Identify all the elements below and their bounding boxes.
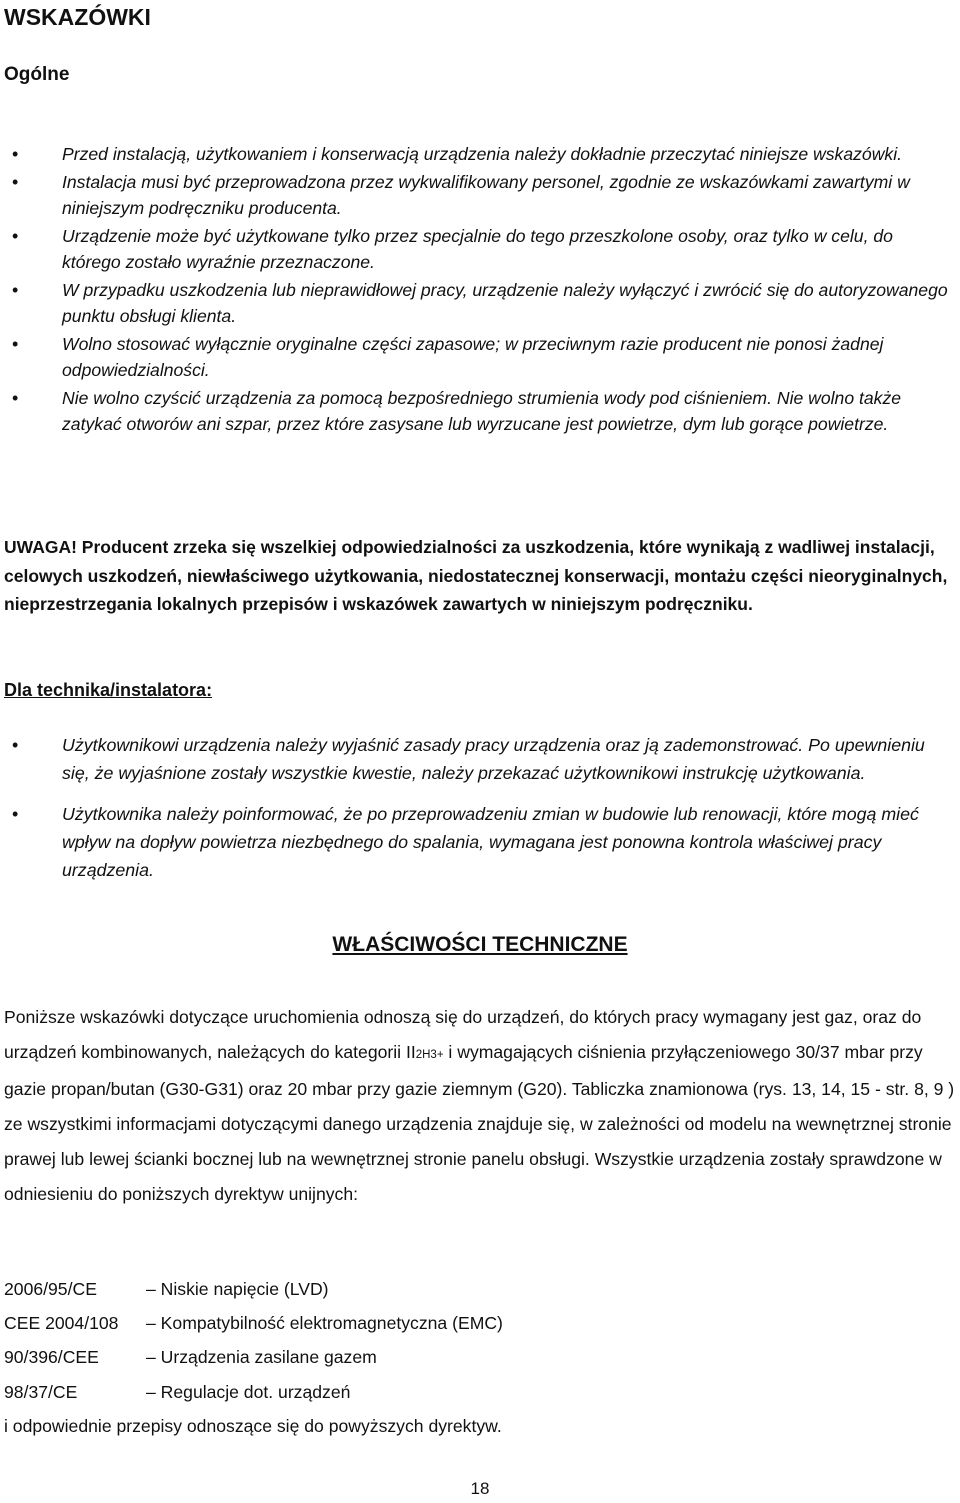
directive-row [4, 1272, 954, 1306]
paragraph-text-before: Poniższe wskazówki dotyczące uruchomienia odnoszą się do urządzeń, do których pracy wymagany jest gaz, oraz do urządzeń kombinowanych, należących do kategorii II [4, 1007, 922, 1062]
list-item-text: Urządzenie może być użytkowane tylko przez specjalnie do tego przeszkolone osoby, oraz tylko w celu, do którego zostało wyraźnie przeznaczone. [62, 225, 893, 272]
list-item [4, 731, 956, 787]
directive-desc: – Regulacje dot. urządzeń [146, 1381, 351, 1402]
technician-guidelines-list [4, 731, 956, 897]
list-item-text: Użytkownikowi urządzenia należy wyjaśnić zasady pracy urządzenia oraz ją zademonstrować. Po upewnieniu się, że wyjaśnione zostały wszystkie kwestie, należy przekazać użytkownikowi instrukcję użytkowania. [62, 735, 925, 783]
list-item [4, 331, 956, 384]
list-item-text: Instalacja musi być przeprowadzona przez wykwalifikowany personel, zgodnie ze wskazówkami zawartymi w niniejszym podręczniku producenta. [62, 171, 910, 218]
general-guidelines-list [4, 141, 956, 439]
directive-code: 98/37/CE [4, 1381, 78, 1402]
directive-row [4, 1306, 954, 1340]
directive-row [4, 1340, 954, 1374]
list-item [4, 800, 956, 884]
gas-category-subscript: 2H3+ [415, 1048, 444, 1061]
directive-desc: – Urządzenia zasilane gazem [146, 1347, 377, 1368]
directive-row [4, 1375, 954, 1409]
list-item [4, 223, 956, 276]
list-item-text: Wolno stosować wyłącznie oryginalne części zapasowe; w przeciwnym razie producent nie ponosi żadnej odpowiedzialności. [62, 333, 884, 380]
bullet-icon: • [12, 804, 19, 824]
list-item [4, 385, 956, 438]
directive-code: CEE 2004/108 [4, 1313, 119, 1334]
page-title: WSKAZÓWKI [4, 4, 151, 30]
page-number: 18 [470, 1479, 490, 1498]
bullet-icon: • [12, 171, 19, 192]
bullet-icon: • [12, 333, 19, 354]
list-item [4, 141, 956, 168]
section-title-technical: WŁAŚCIWOŚCI TECHNICZNE [332, 933, 628, 956]
bullet-icon: • [12, 387, 19, 408]
list-item-text: Nie wolno czyścić urządzenia za pomocą bezpośredniego strumienia wody pod ciśnieniem. Nie wolno także zatykać otworów ani szpar, przez które zasysane lub wyrzucane jest powietrze, dym lub gorące powietrze. [62, 387, 902, 434]
closing-line: i odpowiednie przepisy odnoszące się do powyższych dyrektyw. [4, 1416, 502, 1436]
bullet-icon: • [12, 735, 19, 755]
list-item [4, 169, 956, 222]
warning-paragraph: UWAGA! Producent zrzeka się wszelkiej odpowiedzialności za uszkodzenia, które wynikają z wadliwej instalacji, celowych uszkodzeń, niewłaściwego użytkowania, niedostatecznej konserwacji, montażu części nieoryginalnych, nieprzestrzegania lokalnych przepisów i wskazówek zawartych w niniejszym podręczniku. [4, 537, 948, 614]
directive-code: 90/396/CEE [4, 1347, 99, 1368]
paragraph-text-after: i wymagających ciśnienia przyłączeniowego 30/37 mbar przy gazie propan/butan (G30-G31) oraz 20 mbar przy gazie ziemnym (G20). Tabliczka znamionowa (rys. 13, 14, 15 - str. 8, 9 ) ze wszystkimi informacjami dotyczącymi danego urządzenia znajduje się, w zależności od modelu na wewnętrznej stronie prawej lub lewej ścianki bocznej lub na wewnętrznej stronie panelu obsługi. Wszystkie urządzenia zostały sprawdzone w odniesieniu do poniższych dyrektyw unijnych: [4, 1041, 955, 1204]
list-item [4, 277, 956, 330]
directives-list [4, 1272, 954, 1409]
list-item-text: Użytkownika należy poinformować, że po przeprowadzeniu zmian w budowie lub renowacji, które mogą mieć wpływ na dopływ powietrza niezbędnego do spalania, wymagana jest ponowna kontrola właściwej pracy urządzenia. [62, 804, 919, 880]
bullet-icon: • [12, 225, 19, 246]
bullet-icon: • [12, 144, 19, 164]
directive-desc: – Kompatybilność elektromagnetyczna (EMC) [146, 1313, 503, 1334]
bullet-icon: • [12, 279, 19, 300]
list-item-text: W przypadku uszkodzenia lub nieprawidłowej pracy, urządzenie należy wyłączyć i zwrócić się do autoryzowanego punktu obsługi klienta. [62, 279, 948, 326]
directive-code: 2006/95/CE [4, 1279, 97, 1299]
list-item-text: Przed instalacją, użytkowaniem i konserwacją urządzenia należy dokładnie przeczytać niniejsze wskazówki. [62, 144, 903, 164]
section-heading-technician: Dla technika/instalatora: [4, 680, 213, 700]
section-heading-general: Ogólne [4, 64, 70, 85]
directive-desc: – Niskie napięcie (LVD) [146, 1279, 329, 1299]
technical-paragraph [4, 1000, 960, 1211]
